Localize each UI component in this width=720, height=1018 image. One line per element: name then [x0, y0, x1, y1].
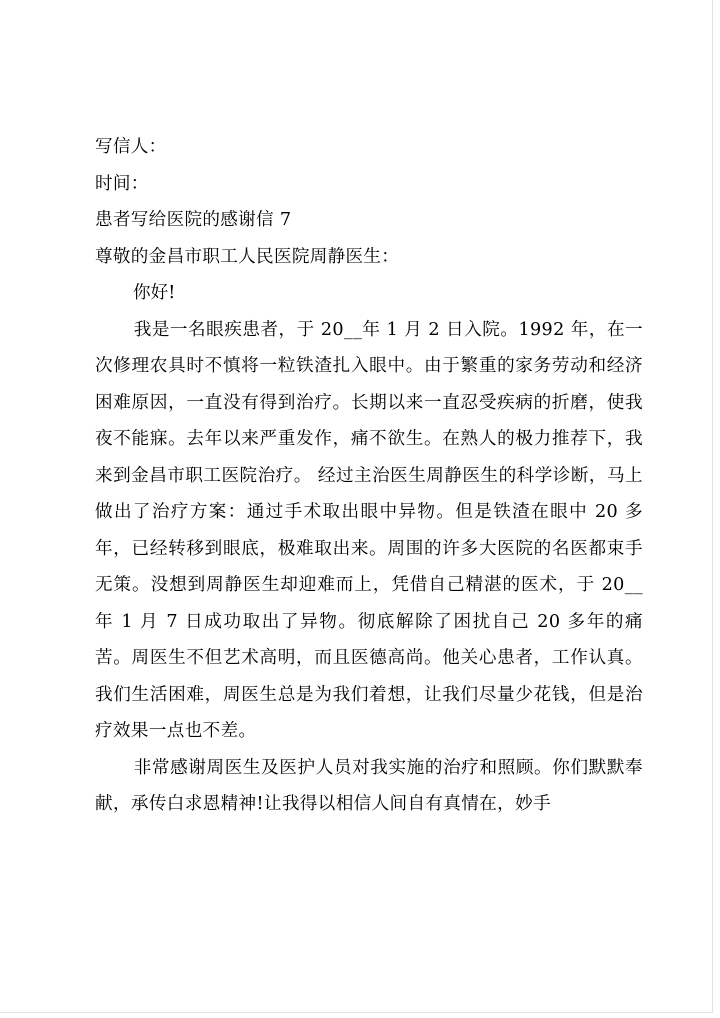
greeting: 你好!: [133, 283, 176, 303]
writer-label: 写信人：: [95, 137, 167, 157]
letter-body: [95, 129, 643, 823]
letter-heading: 患者写给医院的感谢信 7: [95, 210, 292, 230]
salutation: 尊敬的金昌市职工人民医院周静医生：: [95, 246, 400, 267]
time-label: 时间：: [95, 173, 149, 194]
paragraph-2: 非常感谢周医生及医护人员对我实施的治疗和照顾。你们默默奉献，承传白求恩精神!让我得以相信人间自有真情在，妙手: [95, 757, 643, 814]
paragraph-1: 我是一名眼疾患者，于 20__年 1 月 2 日入院。1992 年，在一次修理农具时不慎将一粒铁渣扎入眼中。由于繁重的家务劳动和经济困难原因，一直没有得到治疗。长期以来一直忍受疾病的折磨，使我夜不能寐。去年以来严重发作，痛不欲生。在熟人的极力推荐下，我来到金昌市职工医院治疗。 经过主治医生周静医生的科学诊断，马上做出了治疗方案：通过手术取出眼中异物。但是铁渣在眼中 20 多年，已经转移到眼底，极难取出来。周围的许多大医院的名医都束手无策。没想到周静医生却迎难而上，凭借自己精湛的医术，于 20__年 1 月 7 日成功取出了异物。彻底解除了困扰自己 20 多年的痛苦。周医生不但艺术高明，而且医德高尚。他关心患者，工作认真。我们生活困难，周医生总是为我们着想，让我们尽量少花钱，但是治疗效果一点也不差。: [95, 319, 643, 741]
